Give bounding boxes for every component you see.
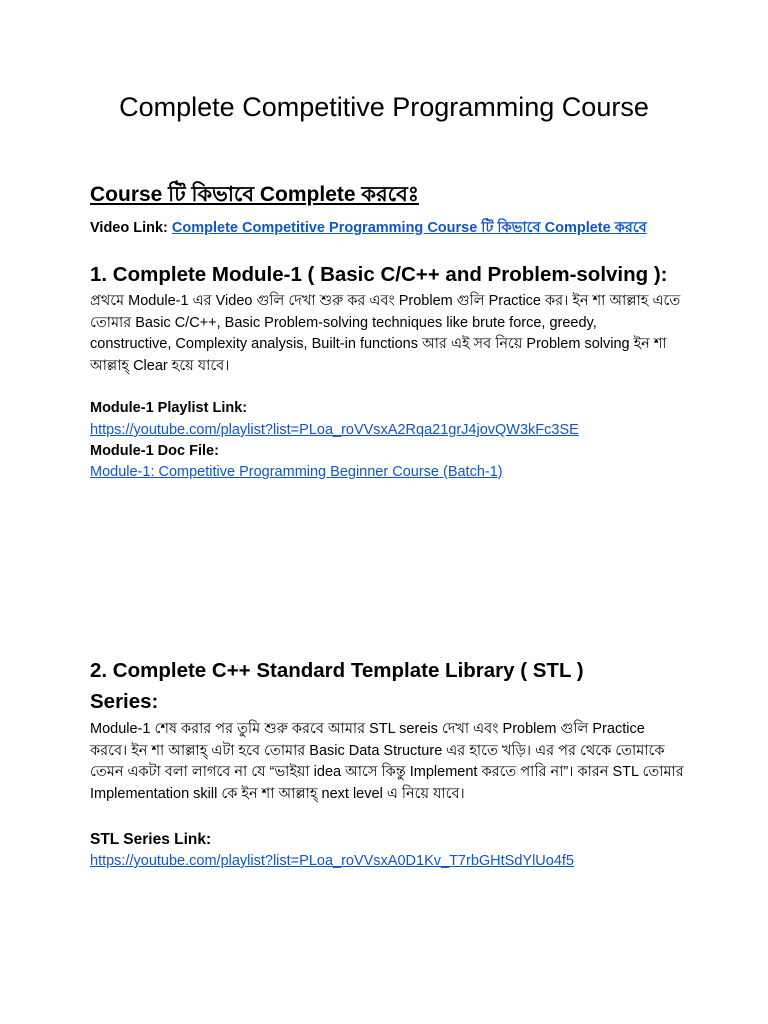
stl-playlist-line (90, 851, 574, 872)
section2-line: Module-1 শেষ করার পর তুমি শুরু করবে আমার STL sereis দেখা এবং Problem গুলি Practice (90, 721, 645, 737)
section2-line: তেমন একটা বলা লাগবে না যে “ভাইয়া idea আসে কিন্তু Implement করতে পারি না”। কারন STL তোমার (90, 764, 684, 780)
module1-doc-line (90, 462, 503, 483)
section1-line: constructive, Complexity analysis, Built-in functions আর এই সব নিয়ে Problem solving ইন শা (90, 336, 667, 352)
section1-heading: 1. Complete Module-1 ( Basic C/C++ and Problem-solving ): (90, 263, 668, 286)
section2-line: Implementation skill কে ইন শা আল্লাহ্‌ next level এ নিয়ে যাবে। (90, 785, 465, 802)
module1-doc-link[interactable]: Module-1: Competitive Programming Beginner Course (Batch-1) (90, 464, 503, 480)
section1-paragraph (90, 291, 690, 377)
document-title: Complete Competitive Programming Course (119, 92, 649, 122)
section2-heading-line2: Series: (90, 690, 159, 713)
section2-line: করবে। ইন শা আল্লাহ্‌ এটা হবে তোমার Basic Data Structure এর হাতে খড়ি। এর পর থেকে তোমাকে (90, 742, 665, 759)
section1-line: প্রথমে Module-1 এর Video গুলি দেখা শুরু কর এবং Problem গুলি Practice কর। ইন শা আল্লাহ এতে (90, 293, 681, 309)
section1-line: আল্লাহ্‌ Clear হয়ে যাবে। (90, 357, 230, 374)
stl-playlist-link[interactable]: https://youtube.com/playlist?list=PLoa_roVVsxA0D1Kv_T7rbGHtSdYlUo4f5 (90, 853, 574, 869)
video-link-line (90, 218, 647, 239)
video-link-label: Video Link: (90, 220, 168, 236)
section2-heading-line1: 2. Complete C++ Standard Template Library ( STL ) (90, 659, 584, 682)
module1-playlist-link[interactable]: https://youtube.com/playlist?list=PLoa_roVVsxA2Rqa21grJ4jovQW3kFc3SE (90, 422, 579, 438)
module1-playlist-line (90, 420, 579, 441)
module1-doc-label: Module-1 Doc File: (90, 443, 219, 459)
how-to-complete-heading: Course টি কিভাবে Complete করবেঃ (90, 183, 419, 206)
section1-line: তোমার Basic C/C++, Basic Problem-solving techniques like brute force, greedy, (90, 314, 597, 331)
stl-playlist-label: STL Series Link: (90, 831, 212, 848)
video-link[interactable]: Complete Competitive Programming Course টি কিভাবে Complete করবে (171, 220, 647, 236)
module1-playlist-label: Module-1 Playlist Link: (90, 400, 248, 416)
section2-paragraph (90, 719, 690, 805)
